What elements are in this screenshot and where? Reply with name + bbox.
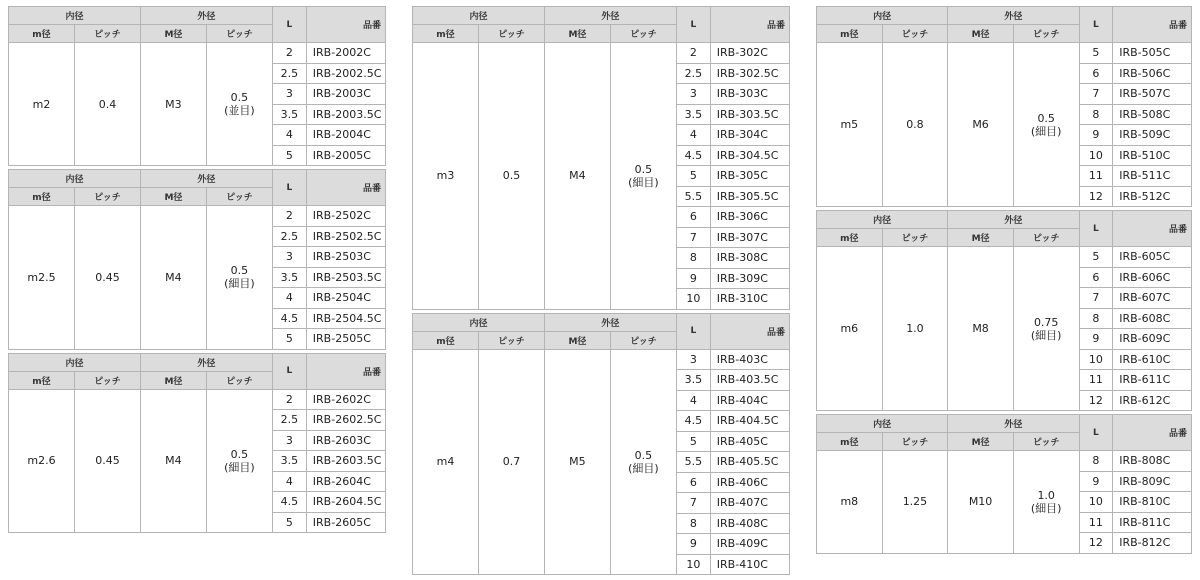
part-number-cell: IRB-2004C	[306, 125, 385, 146]
outer-pitch: 0.5	[634, 162, 653, 176]
length-cell: 8	[676, 248, 710, 269]
inner-m-diameter: m2.6	[9, 389, 75, 533]
outer-pitch-cell	[610, 43, 676, 310]
part-number-cell: IRB-303.5C	[710, 104, 789, 125]
part-number-cell: IRB-304.5C	[710, 145, 789, 166]
length-header: L	[676, 7, 710, 43]
part-number-cell: IRB-407C	[710, 493, 789, 514]
outer-pitch-header: ピッチ	[610, 25, 676, 43]
outer-pitch-header: ピッチ	[1013, 25, 1079, 43]
part-number-cell: IRB-403C	[710, 349, 789, 370]
inner-pitch-header: ピッチ	[882, 229, 948, 247]
part-number-cell: IRB-304C	[710, 125, 789, 146]
part-number-cell: IRB-2603C	[306, 430, 385, 451]
column-left	[8, 6, 386, 536]
part-number-cell: IRB-605C	[1113, 247, 1192, 268]
m-diameter-header: m径	[817, 25, 883, 43]
m-diameter-header: m径	[413, 331, 479, 349]
inner-m-diameter: m6	[817, 247, 883, 411]
length-cell: 9	[1079, 329, 1113, 350]
M-diameter-header: M径	[140, 188, 206, 206]
length-cell: 3.5	[272, 451, 306, 472]
outer-pitch-header: ピッチ	[1013, 229, 1079, 247]
outer-M-diameter: M10	[948, 451, 1014, 554]
outer-diameter-header: 外径	[140, 170, 272, 188]
length-cell: 3	[272, 247, 306, 268]
part-number-cell: IRB-406C	[710, 472, 789, 493]
length-cell: 2	[272, 43, 306, 64]
length-cell: 2.5	[272, 410, 306, 431]
part-number-cell: IRB-509C	[1113, 125, 1192, 146]
part-number-header: 品番	[306, 170, 385, 206]
length-cell: 7	[676, 227, 710, 248]
length-cell: 9	[676, 268, 710, 289]
part-number-cell: IRB-403.5C	[710, 370, 789, 391]
length-cell: 4	[272, 471, 306, 492]
thread-type-note: (並目)	[224, 104, 255, 117]
length-cell: 10	[676, 289, 710, 310]
table-row	[9, 43, 386, 64]
M-diameter-header: M径	[544, 25, 610, 43]
inner-pitch: 0.45	[74, 389, 140, 533]
outer-M-diameter: M4	[140, 206, 206, 350]
part-number-header: 品番	[306, 7, 385, 43]
table-row	[413, 349, 790, 370]
part-number-cell: IRB-608C	[1113, 308, 1192, 329]
length-cell: 2	[272, 389, 306, 410]
inner-m-diameter: m5	[817, 43, 883, 207]
inner-pitch-header: ピッチ	[882, 25, 948, 43]
part-number-cell: IRB-2602.5C	[306, 410, 385, 431]
length-cell: 6	[676, 472, 710, 493]
part-number-cell: IRB-809C	[1113, 471, 1192, 492]
part-number-cell: IRB-612C	[1113, 390, 1192, 411]
length-cell: 12	[1079, 390, 1113, 411]
part-number-header: 品番	[306, 353, 385, 389]
part-number-cell: IRB-2604.5C	[306, 492, 385, 513]
inner-pitch-header: ピッチ	[478, 25, 544, 43]
M-diameter-header: M径	[544, 331, 610, 349]
length-cell: 4.5	[272, 308, 306, 329]
outer-pitch: 1.0	[1037, 488, 1055, 502]
outer-pitch-header: ピッチ	[610, 331, 676, 349]
length-cell: 5.5	[676, 452, 710, 473]
part-number-cell: IRB-512C	[1113, 186, 1192, 207]
inner-m-diameter: m4	[413, 349, 479, 575]
length-cell: 4	[272, 288, 306, 309]
part-number-cell: IRB-510C	[1113, 145, 1192, 166]
spec-table	[816, 210, 1192, 411]
table-row	[9, 389, 386, 410]
spec-table	[8, 169, 386, 350]
inner-diameter-header: 内径	[9, 7, 141, 25]
part-number-cell: IRB-2002.5C	[306, 63, 385, 84]
length-header: L	[676, 313, 710, 349]
spec-table	[816, 414, 1192, 554]
part-number-cell: IRB-405.5C	[710, 452, 789, 473]
part-number-cell: IRB-2002C	[306, 43, 385, 64]
length-cell: 7	[1079, 84, 1113, 105]
inner-diameter-header: 内径	[817, 211, 948, 229]
part-number-cell: IRB-811C	[1113, 512, 1192, 533]
spec-table	[412, 313, 790, 576]
table-row	[817, 43, 1192, 64]
length-cell: 9	[1079, 471, 1113, 492]
outer-pitch-cell	[610, 349, 676, 575]
part-number-cell: IRB-607C	[1113, 288, 1192, 309]
length-cell: 5	[1079, 43, 1113, 64]
length-cell: 12	[1079, 186, 1113, 207]
outer-pitch-cell	[1013, 451, 1079, 554]
outer-pitch: 0.5	[634, 448, 653, 462]
table-row	[413, 43, 790, 64]
thread-type-note: (細目)	[1030, 328, 1062, 342]
part-number-cell: IRB-2505C	[306, 329, 385, 350]
length-cell: 2.5	[272, 63, 306, 84]
length-cell: 5	[272, 512, 306, 533]
part-number-cell: IRB-309C	[710, 268, 789, 289]
table-row	[817, 451, 1192, 472]
outer-pitch-header: ピッチ	[206, 188, 272, 206]
thread-type-note: (細目)	[1030, 124, 1062, 138]
length-cell: 9	[1079, 125, 1113, 146]
length-header: L	[272, 7, 306, 43]
part-number-cell: IRB-308C	[710, 248, 789, 269]
length-cell: 2.5	[676, 63, 710, 84]
part-number-header: 品番	[1113, 211, 1192, 247]
inner-pitch: 1.25	[882, 451, 948, 554]
column-middle	[412, 6, 790, 578]
m-diameter-header: m径	[817, 229, 883, 247]
inner-m-diameter: m2	[9, 43, 75, 166]
part-number-cell: IRB-410C	[710, 554, 789, 575]
outer-diameter-header: 外径	[544, 7, 676, 25]
length-header: L	[272, 353, 306, 389]
part-number-cell: IRB-609C	[1113, 329, 1192, 350]
part-number-cell: IRB-303C	[710, 84, 789, 105]
length-cell: 4.5	[676, 411, 710, 432]
length-cell: 2.5	[272, 226, 306, 247]
inner-pitch: 1.0	[882, 247, 948, 411]
part-number-cell: IRB-2003C	[306, 84, 385, 105]
inner-diameter-header: 内径	[413, 313, 545, 331]
spec-table	[8, 6, 386, 166]
length-cell: 11	[1079, 370, 1113, 391]
outer-pitch: 0.5	[230, 447, 249, 461]
length-cell: 8	[1079, 308, 1113, 329]
inner-diameter-header: 内径	[9, 170, 141, 188]
inner-pitch: 0.4	[74, 43, 140, 166]
length-cell: 10	[1079, 349, 1113, 370]
part-number-cell: IRB-408C	[710, 513, 789, 534]
length-cell: 4.5	[272, 492, 306, 513]
length-header: L	[272, 170, 306, 206]
part-number-cell: IRB-812C	[1113, 533, 1192, 554]
length-cell: 5	[272, 329, 306, 350]
length-cell: 2	[272, 206, 306, 227]
M-diameter-header: M径	[948, 25, 1014, 43]
outer-M-diameter: M5	[544, 349, 610, 575]
length-header: L	[1079, 415, 1113, 451]
part-number-header: 品番	[710, 7, 789, 43]
length-cell: 5	[272, 145, 306, 166]
M-diameter-header: M径	[948, 229, 1014, 247]
part-number-cell: IRB-2503.5C	[306, 267, 385, 288]
length-cell: 3.5	[272, 104, 306, 125]
outer-M-diameter: M4	[140, 389, 206, 533]
inner-pitch: 0.8	[882, 43, 948, 207]
length-cell: 6	[676, 207, 710, 228]
inner-pitch-header: ピッチ	[74, 371, 140, 389]
length-cell: 8	[1079, 104, 1113, 125]
part-number-cell: IRB-506C	[1113, 63, 1192, 84]
outer-M-diameter: M6	[948, 43, 1014, 207]
outer-diameter-header: 外径	[140, 353, 272, 371]
part-number-header: 品番	[1113, 7, 1192, 43]
part-number-cell: IRB-306C	[710, 207, 789, 228]
length-cell: 6	[1079, 63, 1113, 84]
part-number-cell: IRB-302.5C	[710, 63, 789, 84]
length-cell: 12	[1079, 533, 1113, 554]
outer-pitch: 0.5	[1037, 111, 1055, 125]
thread-type-note: (細目)	[224, 277, 255, 291]
outer-pitch: 0.5	[230, 91, 249, 104]
m-diameter-header: m径	[413, 25, 479, 43]
length-cell: 4.5	[676, 145, 710, 166]
length-cell: 9	[676, 534, 710, 555]
part-number-cell: IRB-2502.5C	[306, 226, 385, 247]
outer-pitch: 0.5	[230, 264, 249, 278]
column-right	[816, 6, 1192, 557]
length-cell: 5	[676, 431, 710, 452]
outer-M-diameter: M4	[544, 43, 610, 310]
outer-M-diameter: M3	[140, 43, 206, 166]
thread-type-note: (細目)	[224, 460, 255, 474]
outer-pitch-header: ピッチ	[206, 25, 272, 43]
spec-table	[412, 6, 790, 310]
spec-table	[816, 6, 1192, 207]
part-number-cell: IRB-808C	[1113, 451, 1192, 472]
length-cell: 10	[676, 554, 710, 575]
length-header: L	[1079, 7, 1113, 43]
length-cell: 8	[1079, 451, 1113, 472]
length-cell: 2	[676, 43, 710, 64]
part-number-cell: IRB-2605C	[306, 512, 385, 533]
part-number-cell: IRB-2003.5C	[306, 104, 385, 125]
length-cell: 3.5	[676, 370, 710, 391]
inner-diameter-header: 内径	[9, 353, 141, 371]
M-diameter-header: M径	[140, 371, 206, 389]
m-diameter-header: m径	[9, 371, 75, 389]
inner-pitch-header: ピッチ	[882, 433, 948, 451]
length-cell: 3	[272, 84, 306, 105]
part-number-cell: IRB-606C	[1113, 267, 1192, 288]
spec-table	[8, 353, 386, 534]
part-number-cell: IRB-302C	[710, 43, 789, 64]
part-number-cell: IRB-508C	[1113, 104, 1192, 125]
inner-pitch: 0.5	[478, 43, 544, 310]
length-cell: 10	[1079, 145, 1113, 166]
inner-m-diameter: m8	[817, 451, 883, 554]
M-diameter-header: M径	[948, 433, 1014, 451]
part-number-cell: IRB-305.5C	[710, 186, 789, 207]
part-number-cell: IRB-310C	[710, 289, 789, 310]
outer-pitch-cell	[206, 43, 272, 166]
table-row	[9, 206, 386, 227]
outer-diameter-header: 外径	[544, 313, 676, 331]
length-cell: 11	[1079, 512, 1113, 533]
part-number-cell: IRB-404.5C	[710, 411, 789, 432]
thread-type-note: (細目)	[1030, 501, 1062, 515]
length-cell: 7	[1079, 288, 1113, 309]
inner-pitch-header: ピッチ	[478, 331, 544, 349]
outer-pitch-cell	[206, 389, 272, 533]
inner-pitch: 0.45	[74, 206, 140, 350]
outer-diameter-header: 外径	[948, 415, 1079, 433]
inner-diameter-header: 内径	[817, 415, 948, 433]
part-number-header: 品番	[1113, 415, 1192, 451]
outer-diameter-header: 外径	[140, 7, 272, 25]
inner-m-diameter: m3	[413, 43, 479, 310]
length-cell: 7	[676, 493, 710, 514]
part-number-cell: IRB-810C	[1113, 492, 1192, 513]
length-cell: 6	[1079, 267, 1113, 288]
outer-M-diameter: M8	[948, 247, 1014, 411]
outer-pitch-cell	[1013, 247, 1079, 411]
part-number-cell: IRB-307C	[710, 227, 789, 248]
length-cell: 3	[676, 349, 710, 370]
M-diameter-header: M径	[140, 25, 206, 43]
part-number-cell: IRB-2502C	[306, 206, 385, 227]
part-number-cell: IRB-505C	[1113, 43, 1192, 64]
thread-type-note: (細目)	[628, 175, 659, 189]
part-number-cell: IRB-2504C	[306, 288, 385, 309]
m-diameter-header: m径	[9, 188, 75, 206]
part-number-cell: IRB-2603.5C	[306, 451, 385, 472]
part-number-cell: IRB-507C	[1113, 84, 1192, 105]
length-cell: 5	[1079, 247, 1113, 268]
inner-diameter-header: 内径	[413, 7, 545, 25]
part-number-cell: IRB-404C	[710, 390, 789, 411]
length-cell: 11	[1079, 166, 1113, 187]
length-cell: 8	[676, 513, 710, 534]
thread-type-note: (細目)	[628, 461, 659, 475]
inner-pitch: 0.7	[478, 349, 544, 575]
outer-pitch-header: ピッチ	[1013, 433, 1079, 451]
part-number-cell: IRB-2005C	[306, 145, 385, 166]
outer-diameter-header: 外径	[948, 7, 1079, 25]
part-number-cell: IRB-610C	[1113, 349, 1192, 370]
length-cell: 3.5	[676, 104, 710, 125]
length-cell: 3	[676, 84, 710, 105]
length-cell: 3	[272, 430, 306, 451]
m-diameter-header: m径	[817, 433, 883, 451]
part-number-cell: IRB-611C	[1113, 370, 1192, 391]
outer-pitch-cell	[206, 206, 272, 350]
length-cell: 5	[676, 166, 710, 187]
inner-diameter-header: 内径	[817, 7, 948, 25]
part-number-cell: IRB-409C	[710, 534, 789, 555]
part-number-cell: IRB-2602C	[306, 389, 385, 410]
length-cell: 3.5	[272, 267, 306, 288]
length-cell: 5.5	[676, 186, 710, 207]
length-cell: 4	[676, 390, 710, 411]
table-row	[817, 247, 1192, 268]
outer-pitch: 0.75	[1033, 315, 1059, 329]
outer-pitch-cell	[1013, 43, 1079, 207]
length-cell: 10	[1079, 492, 1113, 513]
m-diameter-header: m径	[9, 25, 75, 43]
part-number-cell: IRB-2604C	[306, 471, 385, 492]
length-cell: 4	[676, 125, 710, 146]
outer-pitch-header: ピッチ	[206, 371, 272, 389]
part-number-header: 品番	[710, 313, 789, 349]
part-number-cell: IRB-511C	[1113, 166, 1192, 187]
part-number-cell: IRB-305C	[710, 166, 789, 187]
length-cell: 4	[272, 125, 306, 146]
outer-diameter-header: 外径	[948, 211, 1079, 229]
part-number-cell: IRB-405C	[710, 431, 789, 452]
inner-pitch-header: ピッチ	[74, 25, 140, 43]
part-number-cell: IRB-2504.5C	[306, 308, 385, 329]
inner-pitch-header: ピッチ	[74, 188, 140, 206]
length-header: L	[1079, 211, 1113, 247]
inner-m-diameter: m2.5	[9, 206, 75, 350]
part-number-cell: IRB-2503C	[306, 247, 385, 268]
